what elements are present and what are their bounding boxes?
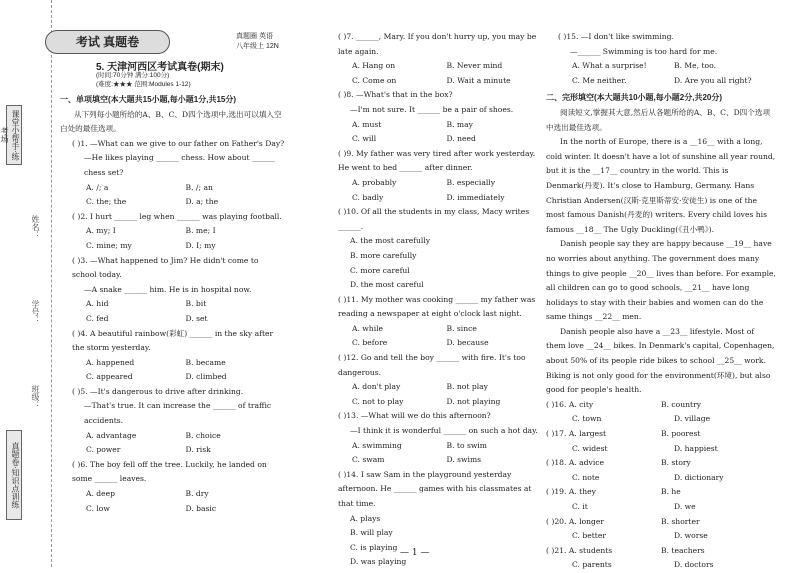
option: D. climbed (185, 372, 227, 382)
questions-7-14 (326, 30, 541, 570)
option: D. Wait a minute (446, 75, 511, 85)
option-row (326, 118, 541, 133)
option: C. swam (352, 455, 385, 465)
section-1-intro: 从下列每小题所给的A、B、C、D四个选项中,选出可以填入空白处的最佳选项。 (60, 109, 282, 134)
side-tag-top: 课堂小帮手·练考场 (6, 105, 22, 165)
option: B. /; an (185, 182, 213, 192)
cloze-options (546, 398, 776, 573)
option: D. worse (674, 531, 708, 541)
section-2-intro: 阅读短文,掌握其大意,然后从各题所给的A、B、C、D四个选项中选出最佳选项。 (546, 107, 771, 132)
option: A. hid (86, 299, 109, 309)
option-row (326, 74, 541, 89)
column-1 (60, 93, 285, 516)
option-row (60, 487, 285, 502)
question-stem: ( )11. My mother was cooking ______ my father was reading a newspaper at eight o'clock last night. (338, 294, 536, 319)
question-stem: ( )14. I saw Sam in the playground yesterday afternoon. He ______ games with his classmates at that time. (338, 469, 532, 508)
questions-1-6 (60, 137, 285, 516)
option: B. he (661, 487, 681, 497)
difficulty-info: (难度:★★★ 范围:Modules 1-12) (96, 81, 191, 88)
option-row (60, 356, 285, 371)
option: B. shorter (661, 516, 700, 526)
question-line: —He likes playing ______ chess. How about ______ chess set? (84, 153, 275, 177)
option-row (546, 456, 776, 471)
passage-paragraph: In the north of Europe, there is a __16__ with a long, cold winter. It doesn't have a lot of sunshine all year round, but it is the __17__ country in the world. This is Denmark(丹麦). It's close to Hamburg, Germany. Hans Christian Andersen(汉斯·克里斯蒂安·安徒生) is one of the most famous Danish(丹麦的) writers. Every child loves his famous __18__ The Ugly Duckling(《丑小鸭》). (546, 137, 776, 234)
option-row (60, 181, 285, 196)
option: B. bit (185, 299, 207, 309)
question-stem: ( )1. —What can we give to our father on Father's Day? (72, 138, 285, 148)
option: C. fed (86, 313, 109, 323)
option-row (326, 453, 541, 468)
option: B. me; I (185, 226, 216, 236)
option: ( )19. A. they (546, 487, 596, 497)
option-row (326, 439, 541, 454)
question-stem: ( )2. I hurt ______ leg when ______ was playing football. (72, 211, 282, 221)
passage-paragraph: Danish people say they are happy because __19__ have no worries about anything. The government does many things to give people __20__ lives than before. For example, all children can go to good schools, __21__ have long holidays to stay with their babies and women can do the same things __22__ men. (546, 239, 776, 322)
name-label: 姓名： (31, 215, 40, 239)
option: B. not play (446, 382, 488, 392)
question-line: —That's true. It can increase the ______ of traffic accidents. (84, 401, 272, 426)
question-line: —I'm not sure. It ______ be a pair of shoes. (350, 104, 514, 114)
option-row (546, 515, 776, 530)
option: D. was playing (350, 557, 407, 567)
side-tag-bottom: 真题卷·知识点训练 (6, 430, 22, 520)
option: A. the most carefully (350, 236, 431, 246)
option: D. a; the (185, 197, 219, 207)
option: C. is playing (350, 542, 398, 552)
question-stem: ( )8. —What's that in the box? (338, 90, 453, 100)
option-row (326, 132, 541, 147)
option: B. will play (350, 528, 393, 538)
option-row (60, 502, 285, 517)
option: A. while (352, 323, 384, 333)
option: A. happened (86, 357, 135, 367)
binding-margin (0, 0, 52, 567)
option: B. since (446, 323, 477, 333)
class-label: 班级： (31, 385, 40, 409)
option: B. may (446, 119, 473, 129)
option: C. Come on (352, 75, 397, 85)
option: B. dry (185, 489, 209, 499)
option-row (326, 336, 541, 351)
option: B. teachers (661, 545, 705, 555)
option: C. town (572, 414, 602, 424)
option-row (60, 224, 285, 239)
option-row (60, 429, 285, 444)
option-row (546, 558, 776, 573)
option-row (546, 427, 776, 442)
option: D. because (446, 338, 489, 348)
question-stem: ( )7. ______, Mary. If you don't hurry up, you may be late again. (338, 32, 537, 56)
option: D. doctors (674, 560, 714, 570)
option: D. immediately (446, 192, 505, 202)
option: C. mine; my (86, 240, 132, 250)
option: D. I; my (185, 240, 216, 250)
question-line: —A snake ______ him. He is in hospital now. (84, 284, 252, 294)
option: ( )16. A. city (546, 399, 594, 409)
passage-paragraph: Danish people also have a __23__ lifestyle. Most of them love __24__ bikes. In Denmark's capital, Copenhagen, about 50% of its people ride bikes to school __25__ work. Biking is not only good for the environment(环境), but also good for people's health. (546, 326, 775, 395)
id-label: 学号： (31, 300, 40, 324)
option-row (546, 544, 776, 559)
option: B. country (661, 399, 701, 409)
option: B. to swim (446, 440, 487, 450)
option: D. village (674, 414, 711, 424)
option: C. before (352, 338, 388, 348)
option-row (326, 176, 541, 191)
question-stem: ( )15. —I don't like swimming. (558, 32, 674, 41)
option-row (546, 500, 776, 515)
question-stem: ( )5. —It's dangerous to drive after drinking. (72, 386, 244, 396)
subject: 真题圈 英语 (236, 33, 273, 40)
question-line: —I think it is wonderful ______ on such a hot day. (350, 426, 538, 436)
section-1-heading: 一、单项填空(本大题共15小题,每小题1分,共15分) (60, 95, 237, 104)
option: D. dictionary (674, 472, 724, 482)
option: A. /; a (86, 182, 109, 192)
exam-title: 5. 天津河西区考试真卷(期末) (96, 62, 224, 73)
option: C. widest (572, 443, 608, 453)
option: A. must (352, 119, 382, 129)
option-row (546, 471, 776, 486)
option: C. Me neither. (572, 75, 627, 85)
option: A. deep (86, 489, 116, 499)
exam-banner: 考试 真题卷 (45, 30, 170, 54)
option-row (546, 529, 776, 544)
option: D. swims (446, 455, 482, 465)
grade: 八年级上 12N (236, 43, 279, 50)
option-row (546, 59, 776, 74)
option-row (60, 239, 285, 254)
option-row (326, 380, 541, 395)
column-3 (546, 30, 776, 573)
option: A. my; I (86, 226, 116, 236)
option: D. the most careful (350, 280, 424, 290)
option: C. appeared (86, 372, 133, 382)
question-stem: ( )13. —What will we do this afternoon? (338, 411, 491, 421)
option-row (60, 370, 285, 385)
question-15 (546, 30, 776, 88)
option: A. don't play (352, 382, 401, 392)
question-stem: ( )12. Go and tell the boy ______ with fire. It's too dangerous. (338, 353, 526, 377)
option: C. more careful (350, 265, 410, 275)
question-stem: ( )6. The boy fell off the tree. Luckily, he landed on some ______ leaves. (72, 459, 267, 484)
option: A. Hang on (352, 61, 396, 71)
option-row (326, 395, 541, 410)
option: C. badly (352, 192, 384, 202)
option-row (546, 398, 776, 413)
option-row (326, 322, 541, 337)
exam-info (96, 71, 191, 89)
option: A. probably (352, 177, 397, 187)
question-line: —______ Swimming is too hard for me. (570, 46, 718, 56)
option: C. will (352, 134, 377, 144)
option-row (326, 191, 541, 206)
option-row (546, 74, 776, 89)
section-2-heading: 二、完形填空(本大题共10小题,每小题2分,共20分) (546, 93, 723, 103)
option: D. risk (185, 445, 211, 455)
page-number: — 1 — (400, 548, 430, 558)
option-row (60, 195, 285, 210)
option: D. Are you all right? (674, 75, 752, 85)
option: B. became (185, 357, 226, 367)
question-stem: ( )4. A beautiful rainbow(彩虹) ______ in the sky after the storm yesterday. (72, 328, 274, 353)
option: D. basic (185, 503, 217, 513)
option: D. need (446, 134, 476, 144)
option: D. set (185, 313, 208, 323)
option: C. note (572, 472, 600, 482)
question-stem: ( )3. —What happened to Jim? He didn't come to school today. (72, 255, 259, 280)
option: B. Me, too. (674, 61, 716, 71)
option: B. story (661, 458, 691, 468)
cloze-passage (546, 135, 776, 398)
option: ( )21. A. students (546, 545, 613, 555)
option: C. power (86, 445, 121, 455)
option: C. low (86, 503, 110, 513)
option: C. parents (572, 560, 612, 570)
option: B. especially (446, 177, 496, 187)
option-row (60, 297, 285, 312)
question-stem: ( )10. Of all the students in my class, Macy writes ______. (338, 207, 530, 231)
option: A. plays (350, 513, 381, 523)
option: D. happiest (674, 443, 718, 453)
header-meta (236, 32, 279, 52)
option: A. advantage (86, 430, 137, 440)
option: ( )20. A. longer (546, 516, 605, 526)
option: A. swimming (352, 440, 402, 450)
option-row (60, 443, 285, 458)
option: A. What a surprise! (572, 61, 647, 71)
option-row (546, 442, 776, 457)
option: C. the; the (86, 197, 127, 207)
option-row (546, 485, 776, 500)
option-row (546, 412, 776, 427)
option: D. we (674, 502, 696, 511)
option: ( )17. A. largest (546, 429, 607, 439)
option-row (60, 312, 285, 327)
question-stem: ( )9. My father was very tired after work yesterday. He went to bed ______ after dinner. (338, 148, 536, 173)
option: B. poorest (661, 429, 701, 439)
option: C. it (572, 502, 588, 511)
time-info: (时间:70分钟 满分:100分) (96, 72, 170, 79)
option: D. not playing (446, 396, 501, 406)
option: ( )18. A. advice (546, 458, 604, 468)
column-2 (326, 30, 541, 570)
option: B. more carefully (350, 250, 417, 260)
option: C. not to play (352, 396, 404, 406)
option-row (326, 59, 541, 74)
option: B. choice (185, 430, 221, 440)
option: C. better (572, 531, 606, 541)
option: B. Never mind (446, 61, 503, 71)
